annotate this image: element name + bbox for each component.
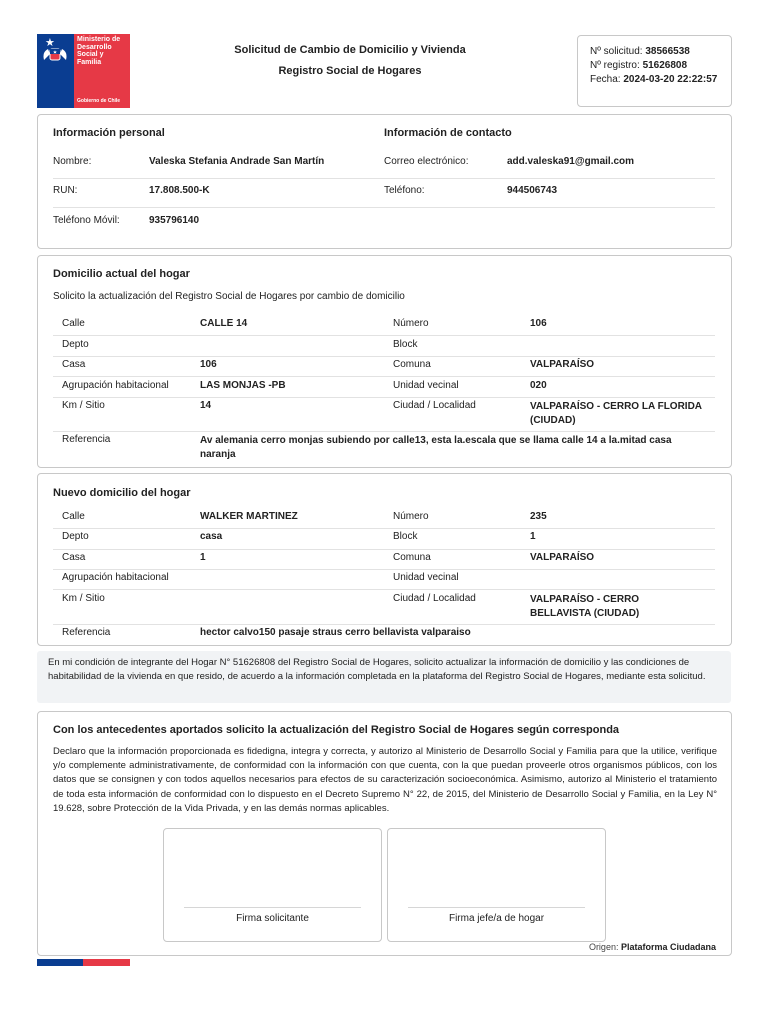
signature-line bbox=[408, 907, 585, 908]
registro-number bbox=[590, 60, 687, 71]
origin-label bbox=[589, 942, 716, 952]
field-value: 020 bbox=[530, 380, 547, 391]
field-label: Agrupación habitacional bbox=[62, 380, 169, 391]
divider bbox=[53, 549, 715, 550]
signature-line bbox=[184, 907, 361, 908]
personal-info-panel bbox=[37, 114, 732, 249]
divider bbox=[53, 376, 715, 377]
request-meta-box bbox=[577, 35, 732, 107]
divider bbox=[53, 356, 715, 357]
field-value: VALPARAÍSO bbox=[530, 359, 595, 370]
ministry-line: Familia bbox=[77, 58, 102, 66]
field-label: Comuna bbox=[393, 359, 431, 370]
run-label: RUN: bbox=[53, 185, 78, 196]
gobierno-label: Gobierno de Chile bbox=[77, 98, 121, 104]
page-title: Solicitud de Cambio de Domicilio y Vivienda bbox=[234, 44, 466, 56]
field-value: VALPARAÍSO bbox=[530, 552, 595, 563]
email-value: add.valeska91@gmail.com bbox=[507, 156, 635, 167]
field-label: Depto bbox=[62, 339, 89, 350]
field-label: Calle bbox=[62, 511, 85, 522]
solicitud-value: 38566538 bbox=[645, 46, 690, 57]
ministry-line: Desarrollo bbox=[77, 43, 112, 51]
household-head-signature-box bbox=[387, 828, 606, 942]
field-label: Número bbox=[393, 318, 429, 329]
field-value: casa bbox=[200, 531, 223, 542]
field-value: 235 bbox=[530, 511, 547, 522]
applicant-signature-box bbox=[163, 828, 382, 942]
divider bbox=[53, 397, 715, 398]
new-address-heading: Nuevo domicilio del hogar bbox=[53, 487, 191, 499]
field-value: WALKER MARTINEZ bbox=[200, 511, 298, 522]
personal-info-heading: Información personal bbox=[53, 127, 165, 139]
mobile-label: Teléfono Móvil: bbox=[53, 215, 120, 226]
current-address-heading: Domicilio actual del hogar bbox=[53, 268, 190, 280]
divider bbox=[53, 178, 715, 179]
divider bbox=[53, 528, 715, 529]
registro-label: Nº registro: bbox=[590, 60, 640, 71]
divider bbox=[53, 335, 715, 336]
request-note bbox=[37, 651, 731, 703]
field-value: 106 bbox=[530, 318, 547, 329]
fecha-label: Fecha: bbox=[590, 74, 621, 85]
origin-label-text: Origen: bbox=[588, 942, 619, 952]
ministry-line: Ministerio de bbox=[77, 36, 121, 43]
footer-bar-blue bbox=[37, 959, 83, 966]
applicant-signature-label: Firma solicitante bbox=[236, 913, 309, 924]
current-address-panel bbox=[37, 255, 732, 468]
field-label: Block bbox=[393, 531, 418, 542]
field-label: Comuna bbox=[393, 552, 431, 563]
field-label: Unidad vecinal bbox=[393, 572, 459, 583]
request-note-text: En mi condición de integrante del Hogar N° 51626808 del Registro Social de Hogares, solicito actualizar la información de domicilio y las condiciones de habitabilidad de la vivienda en que resido, de acuerdo a la información completada en la plataforma del Registro Social de Hogares, mediante esta solicitud. bbox=[48, 657, 706, 682]
registro-value: 51626808 bbox=[642, 60, 688, 71]
field-value: LAS MONJAS -PB bbox=[200, 380, 286, 391]
ministry-line: Social y bbox=[77, 51, 104, 58]
field-value: VALPARAÍSO - CERRO BELLAVISTA (CIUDAD) bbox=[530, 594, 640, 619]
field-label: Calle bbox=[62, 318, 85, 329]
reference-value: Av alemania cerro monjas subiendo por calle13, esta la.escala que se llama calle 14 a la.mitad casa naranja bbox=[200, 435, 672, 460]
request-date bbox=[590, 74, 717, 85]
field-label: Block bbox=[393, 339, 418, 350]
field-value: 1 bbox=[200, 552, 206, 563]
field-value: 106 bbox=[200, 359, 217, 370]
ministry-name bbox=[77, 36, 129, 66]
field-label: Número bbox=[393, 511, 429, 522]
declaration-heading: Con los antecedentes aportados solicito la actualización del Registro Social de Hogares según corresponda bbox=[53, 724, 620, 736]
divider bbox=[53, 569, 715, 570]
logo-blue-block bbox=[37, 34, 74, 108]
field-value: 1 bbox=[530, 531, 536, 542]
reference-label: Referencia bbox=[62, 627, 111, 638]
chile-coat-of-arms-icon bbox=[40, 46, 70, 62]
name-label: Nombre: bbox=[53, 156, 92, 167]
declaration-text: Declaro que la información proporcionada es fidedigna, integra y correcta, y autorizo al Ministerio de Desarrollo Social y Familia para que la utilice, verifique y/o complemente administrativamente, de conformidad con la información con que cuenta, con la que puedan proveerle otros organismos públicos, con los datos que se consignen y con todos aquellos necesarios para efectos de su caracterización socioeconómica. Asimismo, autorizo al Ministerio el tratamiento de toda esta información de conformidad con lo dispuesto en el Decreto Supremo N° 22, de 2015, del Ministerio de Desarrollo Social y Familia, en la Ley N° 19.628, sobre Protección de la Vida Privada, y en las demás normas aplicables. bbox=[53, 746, 717, 814]
current-address-description: Solicito la actualización del Registro Social de Hogares por cambio de domicilio bbox=[53, 291, 405, 302]
field-value: VALPARAÍSO - CERRO LA FLORIDA (CIUDAD) bbox=[530, 401, 702, 426]
field-label: Casa bbox=[62, 552, 86, 563]
mobile-value: 935796140 bbox=[149, 215, 200, 226]
field-label: Agrupación habitacional bbox=[62, 572, 169, 583]
name-value: Valeska Stefania Andrade San Martín bbox=[149, 156, 325, 167]
fecha-value: 2024-03-20 22:22:57 bbox=[623, 74, 718, 85]
phone-label: Teléfono: bbox=[384, 185, 425, 196]
field-label: Ciudad / Localidad bbox=[393, 400, 476, 411]
field-value: CALLE 14 bbox=[200, 318, 248, 329]
reference-label: Referencia bbox=[62, 434, 111, 445]
field-label: Ciudad / Localidad bbox=[393, 593, 476, 604]
divider bbox=[53, 624, 715, 625]
new-address-panel bbox=[37, 473, 732, 646]
solicitud-label: Nº solicitud: bbox=[590, 46, 643, 57]
field-label: Unidad vecinal bbox=[393, 380, 459, 391]
field-value: 14 bbox=[200, 400, 212, 411]
field-label: Depto bbox=[62, 531, 89, 542]
footer-bar-red bbox=[83, 959, 130, 966]
reference-value: hector calvo150 pasaje straus cerro bellavista valparaiso bbox=[200, 627, 471, 638]
divider bbox=[53, 207, 715, 208]
divider bbox=[53, 431, 715, 432]
run-value: 17.808.500-K bbox=[149, 185, 210, 196]
field-label: Km / Sitio bbox=[62, 400, 105, 411]
solicitud-number bbox=[590, 46, 690, 57]
email-label: Correo electrónico: bbox=[384, 156, 469, 167]
phone-value: 944506743 bbox=[507, 185, 558, 196]
divider bbox=[53, 589, 715, 590]
field-label: Casa bbox=[62, 359, 86, 370]
household-head-signature-label: Firma jefe/a de hogar bbox=[448, 913, 545, 924]
contact-info-heading: Información de contacto bbox=[384, 127, 512, 139]
ministry-logo bbox=[37, 34, 130, 108]
page-subtitle: Registro Social de Hogares bbox=[278, 65, 422, 77]
declaration-panel bbox=[37, 711, 732, 956]
field-label: Km / Sitio bbox=[62, 593, 105, 604]
origin-value: Plataforma Ciudadana bbox=[620, 942, 716, 952]
star-icon: ★ bbox=[45, 37, 55, 49]
